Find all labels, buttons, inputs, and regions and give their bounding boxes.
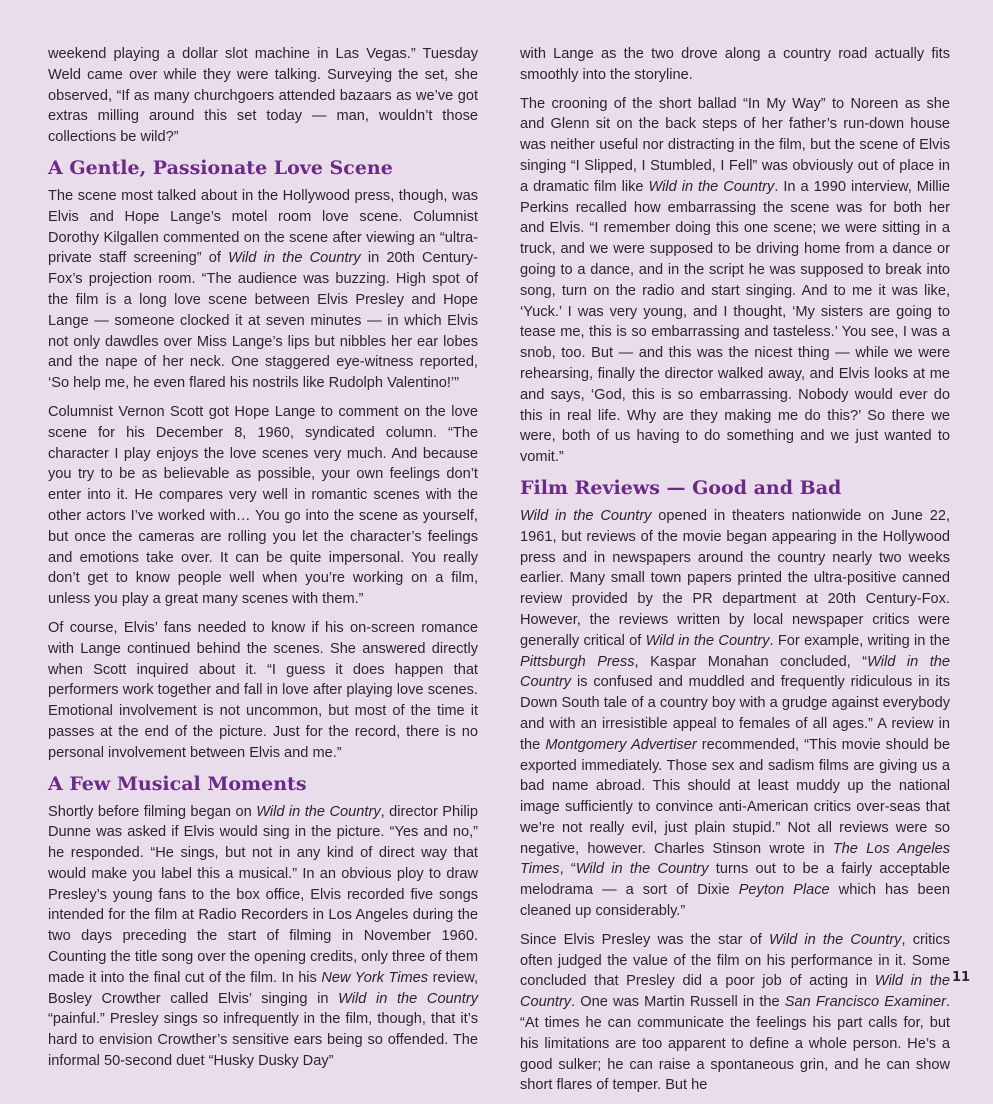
paragraph: Since Elvis Presley was the star of Wild in the Country, critics often judged the value of the film on his performance in it. Some concluded that Presley did a poor job of acting in Wild in the Country. One was Martin Russell in the San Francisco Examiner. “At times he can communicate the feelings his part calls for, but his limitations are too apparent to define a whole person. He’s a good sulker; he can raise a spontaneous grin, and he can show short flares of temper. But he: [520, 931, 951, 1094]
section-heading: Film Reviews — Good and Bad: [520, 476, 842, 499]
paragraph: with Lange as the two drove along a country road actually fits smoothly into the storyline.: [520, 46, 950, 83]
section-heading: A Few Musical Moments: [48, 772, 307, 795]
right-column: [520, 44, 950, 1104]
page-number: 11: [952, 970, 971, 985]
paragraph: Of course, Elvis’ fans needed to know if his on-screen romance with Lange continued behind the scenes. She answered directly when Scott inquired about it. “I guess it does happen that performers work together and fall in love after playing love scenes. Emotional involvement is not uncommon, but most of the time it passes at the end of the picture. Just for the record, there is no personal involvement between Elvis and me.”: [48, 619, 478, 761]
left-column: [48, 44, 478, 1080]
paragraph: Columnist Vernon Scott got Hope Lange to comment on the love scene for his December 8, 1960, syndicated column. “The character I play enjoys the love scenes very much. And because you try to be as believable as possible, your own feelings don’t enter into it. He compares very well in romantic scenes with the other actors I’ve worked with… You go into the scene as yourself, but once the cameras are rolling you let the character’s feelings and emotions take over. It can be quite impersonal. You really don’t get to know people well when you’re working on a film, unless you play a great many scenes with them.”: [48, 403, 478, 608]
paragraph: Wild in the Country opened in theaters nationwide on June 22, 1961, but reviews of the movie began appearing in the Hollywood press and in newspapers around the country nearly two weeks earlier. Many small town papers printed the ultra-positive canned review provided by the PR department at 20th Century-Fox. However, the reviews written by local newspaper critics were generally critical of Wild in the Country. For example, writing in the Pittsburgh Press, Kaspar Monahan concluded, “Wild in the Country is confused and muddled and frequently ridiculous in its Down South tale of a country boy with a grudge against everybody and with an irresistible appeal to females of all ages.” A review in the Montgomery Advertiser recommended, “This movie should be exported immediately. Those sex and sadism films are giving us a bad name abroad. This should at least muddy up the national image sufficiently to convince anti-American critics over-seas that we’re not really evil, just plain stupid.” Not all reviews were so negative, however. Charles Stinson wrote in The Los Angeles Times, “Wild in the Country turns out to be a fairly acceptable melodrama — a sort of Dixie Peyton Place which has been cleaned up considerably.”: [520, 507, 951, 920]
section-heading: A Gentle, Passionate Love Scene: [48, 156, 393, 179]
paragraph: weekend playing a dollar slot machine in Las Vegas.” Tuesday Weld came over while they were talking. Surveying the set, she observed, “If as many churchgoers attended bazaars as we’ve got extras milling around this set today — man, wouldn’t those collections be wild?”: [48, 46, 478, 146]
paragraph: The crooning of the short ballad “In My Way” to Noreen as she and Glenn sit on the back steps of her father’s run-down house was neither useful nor distracting in the film, but the scene of Elvis singing “I Slipped, I Stumbled, I Fell” was obviously out of place in a dramatic film like Wild in the Country. In a 1990 interview, Millie Perkins recalled how embarrassing the scene was for both her and Elvis. “I remember doing this one scene; we were sitting in a truck, and we were supposed to be driving home from a dance or going to a dance, and in the script he was supposed to break into song, turn on the radio and start singing. And to me it was like, ‘Yuck.’ I was very young, and I thought, ‘My sisters are going to tease me, this is so embarrassing and tasteless.’ You see, I was a snob, too. But — and this was the nicest thing — while we were rehearsing, finally the director walked away, and Elvis looks at me and says, ‘God, this is so embarrassing. Nobody would ever do this in real life. Why are they making me do this?’ So there we were, both of us having to do something and we just wanted to vomit.”: [520, 95, 951, 466]
paragraph: Shortly before filming began on Wild in the Country, director Philip Dunne was asked if Elvis would sing in the picture. “Yes and no,” he responded. “He sings, but not in any kind of direct way that would make you label this a musical.” In an obvious ploy to draw Presley’s young fans to the box office, Elvis recorded five songs intended for the film at Radio Recorders in Los Angeles during the two days preceding the start of filming in November 1960. Counting the title song over the opening credits, only three of them made it into the final cut of the film. In his New York Times review, Bosley Crowther called Elvis’ singing in Wild in the Country “painful.” Presley sings so infrequently in the film, though, that it’s hard to envision Crowther’s sensitive ears being so offended. The informal 50-second duet “Husky Dusky Day”: [48, 803, 479, 1070]
paragraph: The scene most talked about in the Hollywood press, though, was Elvis and Hope Lange’s motel room love scene. Columnist Dorothy Kilgallen commented on the scene after viewing an “ultra-private staff screening” of Wild in the Country in 20th Century-Fox’s projection room. “The audience was buzzing. High spot of the film is a long love scene between Elvis Presley and Hope Lange — someone clocked it at seven minutes — in which Elvis not only dawdles over Miss Lange’s lips but nibbles her ear lobes and the nape of her neck. One staggered eye-witness reported, ‘So help me, he even flared his nostrils like Rudolph Valentino!’”: [48, 187, 478, 392]
